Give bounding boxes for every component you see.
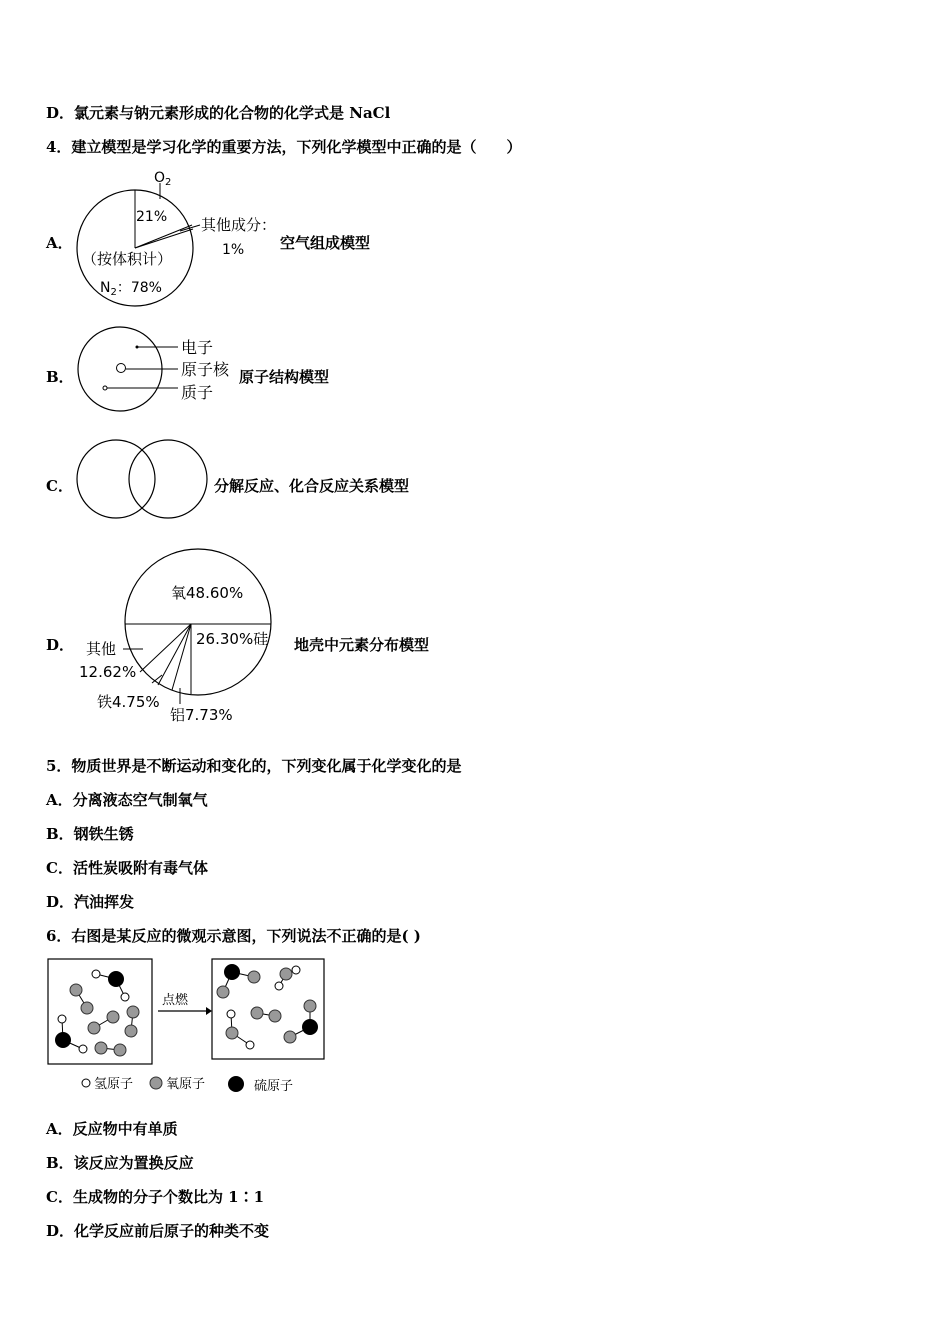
q5-option-a: A．分离液态空气制氧气	[46, 791, 208, 809]
crust-elements-figure	[75, 548, 295, 728]
legend-oxygen-label: 氧原子	[166, 1077, 206, 1092]
oxygen-atom	[88, 1022, 100, 1034]
oxygen-atom	[125, 1025, 137, 1037]
q3-option-d: D．氯元素与钠元素形成的化合物的化学式是 NaCl	[46, 104, 391, 122]
air-composition-figure	[70, 165, 290, 310]
legend-hydrogen-label: 氢原子	[94, 1077, 134, 1092]
oxygen-atom	[81, 1002, 93, 1014]
legend-sulfur-label: 硫原子	[254, 1079, 294, 1094]
aluminum-label: 铝7.73%	[170, 706, 233, 724]
q5-option-c: C．活性炭吸附有毒气体	[46, 859, 208, 877]
combination-circle	[129, 440, 207, 518]
other-components-percent: 1%	[222, 242, 245, 258]
air-pie-divider-o2	[135, 225, 192, 248]
o2-label: $O_2$	[154, 170, 172, 188]
n2-label: $N_2$：78%	[100, 280, 162, 298]
reaction-arrow-head	[206, 1007, 212, 1015]
crust-pie-divider-iron	[158, 624, 191, 685]
ignition-label: 点燃	[162, 993, 189, 1008]
oxygen-atom	[95, 1042, 107, 1054]
oxygen-atom	[114, 1044, 126, 1056]
q6-stem: 6．右图是某反应的微观示意图，下列说法不正确的是( )	[46, 927, 421, 945]
q6-option-c: C．生成物的分子个数比为 1∶1	[46, 1188, 265, 1206]
hydrogen-atom	[58, 1015, 66, 1023]
q4-option-b-letter: B．	[46, 368, 74, 386]
air-pie-divider-other	[135, 229, 193, 248]
oxygen-atom	[226, 1027, 238, 1039]
q4-option-b-caption: 原子结构模型	[239, 368, 330, 386]
hydrogen-atom	[227, 1010, 235, 1018]
sulfur-atom	[224, 964, 240, 980]
hydrogen-atom	[92, 970, 100, 978]
atomic-structure-figure	[70, 325, 240, 415]
sulfur-atom	[55, 1032, 71, 1048]
q6-option-a: A．反应物中有单质	[46, 1120, 178, 1138]
oxygen-atom	[217, 986, 229, 998]
q4-option-c-caption: 分解反应、化合反应关系模型	[214, 477, 410, 495]
hydrogen-atom	[246, 1041, 254, 1049]
sulfur-atom	[108, 971, 124, 987]
oxygen-atom	[127, 1006, 139, 1018]
oxygen-atom	[304, 1000, 316, 1012]
oxygen-atom	[248, 971, 260, 983]
q4-option-d-letter: D．	[46, 636, 75, 654]
oxygen-atom	[70, 984, 82, 996]
reaction-relation-figure	[75, 438, 215, 522]
oxygen-atom	[107, 1011, 119, 1023]
hydrogen-atom	[121, 993, 129, 1001]
reaction-diagram	[46, 957, 336, 1097]
other-components-label: 其他成分：	[201, 216, 277, 234]
legend-hydrogen-symbol	[82, 1079, 90, 1087]
q6-option-b: B．该反应为置换反应	[46, 1154, 194, 1172]
q4-option-a-letter: A．	[46, 234, 73, 252]
sulfur-atom	[302, 1019, 318, 1035]
iron-label: 铁4.75%	[97, 693, 160, 711]
legend-oxygen-symbol	[150, 1077, 162, 1089]
other-elements-name: 其他	[86, 640, 117, 658]
other-elements-percent: 12.62%	[79, 663, 137, 681]
crust-pie-divider-other	[140, 624, 191, 672]
volume-basis-note: （按体积计）	[82, 250, 173, 268]
q5-option-d: D．汽油挥发	[46, 893, 135, 911]
decomposition-circle	[77, 440, 155, 518]
oxygen-atom	[280, 968, 292, 980]
legend-sulfur-symbol	[228, 1076, 244, 1092]
q4-stem: 4．建立模型是学习化学的重要方法，下列化学模型中正确的是（ ）	[46, 138, 522, 156]
hydrogen-atom	[79, 1045, 87, 1053]
q4-option-d-caption: 地壳中元素分布模型	[294, 636, 430, 654]
oxygen-label: 氧48.60%	[171, 584, 244, 602]
q4-option-c-letter: C．	[46, 477, 73, 495]
electron-label: 电子	[181, 338, 214, 357]
o2-percent: 21%	[136, 209, 168, 225]
q5-stem: 5．物质世界是不断运动和变化的，下列变化属于化学变化的是	[46, 757, 462, 775]
nucleus-label: 原子核	[181, 360, 230, 379]
silicon-label: 26.30%硅	[196, 630, 269, 648]
oxygen-atom	[269, 1010, 281, 1022]
proton-label: 质子	[181, 383, 214, 402]
hydrogen-atom	[275, 982, 283, 990]
oxygen-atom	[284, 1031, 296, 1043]
q4-option-a-caption: 空气组成模型	[280, 234, 371, 252]
crust-pie-circle	[125, 549, 271, 695]
hydrogen-atom	[292, 966, 300, 974]
proton-dot	[103, 386, 107, 390]
oxygen-atom	[251, 1007, 263, 1019]
q5-option-b: B．钢铁生锈	[46, 825, 134, 843]
nucleus-dot	[117, 364, 126, 373]
crust-pie-divider-aluminum	[172, 624, 191, 690]
q6-option-d: D．化学反应前后原子的种类不变	[46, 1222, 270, 1240]
